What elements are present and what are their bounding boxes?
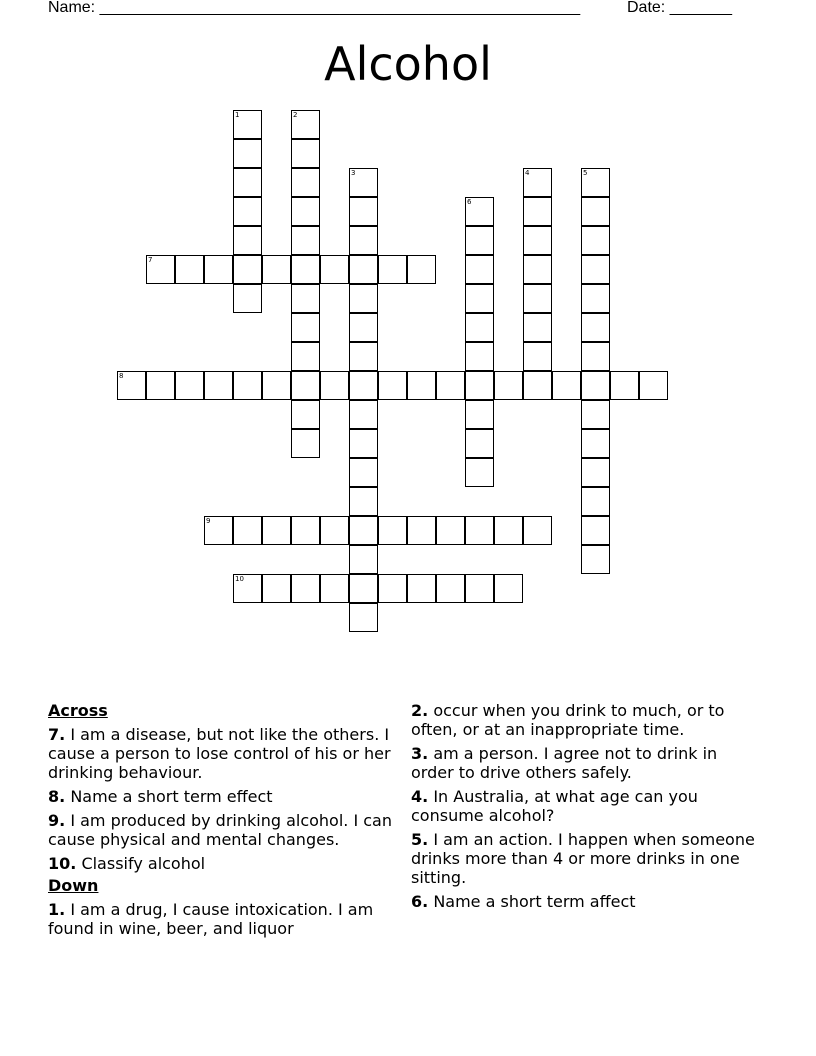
clue-down-5 — [411, 830, 761, 887]
clue-number: 4. — [411, 787, 429, 806]
clue-across-7 — [48, 725, 398, 782]
cell-number: 10 — [235, 575, 244, 583]
grid-cell[interactable] — [581, 371, 610, 400]
grid-cell[interactable] — [523, 197, 552, 226]
grid-cell[interactable] — [349, 516, 378, 545]
grid-cell[interactable] — [233, 139, 262, 168]
across-heading: Across — [48, 701, 108, 720]
grid-cell[interactable] — [291, 110, 320, 139]
grid-cell[interactable] — [523, 516, 552, 545]
clue-number: 6. — [411, 892, 429, 911]
clue-text: occur when you drink to much, or to often, or at an inappropriate time. — [411, 701, 725, 739]
grid-cell[interactable] — [349, 226, 378, 255]
grid-cell[interactable] — [233, 516, 262, 545]
grid-cell[interactable] — [349, 342, 378, 371]
grid-cell[interactable] — [465, 313, 494, 342]
grid-cell[interactable] — [146, 255, 175, 284]
clue-text: In Australia, at what age can you consume alcohol? — [411, 787, 698, 825]
clue-number: 8. — [48, 787, 66, 806]
grid-cell[interactable] — [465, 197, 494, 226]
cell-number: 3 — [351, 169, 356, 177]
grid-cell[interactable] — [262, 255, 291, 284]
grid-cell[interactable] — [349, 458, 378, 487]
grid-cell[interactable] — [291, 400, 320, 429]
grid-cell[interactable] — [204, 371, 233, 400]
grid-cell[interactable] — [233, 255, 262, 284]
cell-number: 9 — [206, 517, 211, 525]
grid-cell[interactable] — [349, 168, 378, 197]
grid-cell[interactable] — [581, 168, 610, 197]
grid-cell[interactable] — [175, 255, 204, 284]
grid-cell[interactable] — [233, 226, 262, 255]
grid-cell[interactable] — [291, 197, 320, 226]
grid-cell[interactable] — [349, 574, 378, 603]
grid-cell[interactable] — [349, 487, 378, 516]
grid-cell[interactable] — [233, 110, 262, 139]
grid-cell[interactable] — [291, 139, 320, 168]
clue-text: Classify alcohol — [81, 854, 206, 873]
grid-cell[interactable] — [117, 371, 146, 400]
clue-down-1 — [48, 900, 398, 938]
grid-cell[interactable] — [407, 371, 436, 400]
grid-cell[interactable] — [581, 400, 610, 429]
clue-text: Name a short term effect — [70, 787, 273, 806]
cell-number: 2 — [293, 111, 298, 119]
clue-across-10 — [48, 854, 398, 873]
grid-cell[interactable] — [349, 400, 378, 429]
clue-number: 9. — [48, 811, 66, 830]
grid-cell[interactable] — [523, 255, 552, 284]
cell-number: 4 — [525, 169, 530, 177]
grid-cell[interactable] — [465, 574, 494, 603]
grid-cell[interactable] — [378, 574, 407, 603]
grid-cell[interactable] — [378, 371, 407, 400]
grid-cell[interactable] — [407, 516, 436, 545]
grid-cell[interactable] — [581, 255, 610, 284]
clue-text: I am a drug, I cause intoxication. I am found in wine, beer, and liquor — [48, 900, 374, 938]
clue-across-9 — [48, 811, 398, 849]
grid-cell[interactable] — [581, 545, 610, 574]
grid-cell[interactable] — [465, 255, 494, 284]
grid-cell[interactable] — [465, 516, 494, 545]
grid-cell[interactable] — [291, 255, 320, 284]
grid-cell[interactable] — [262, 371, 291, 400]
grid-cell[interactable] — [436, 371, 465, 400]
grid-cell[interactable] — [465, 429, 494, 458]
grid-cell[interactable] — [465, 342, 494, 371]
cell-number: 7 — [148, 256, 153, 264]
grid-cell[interactable] — [436, 574, 465, 603]
grid-cell[interactable] — [291, 313, 320, 342]
grid-cell[interactable] — [523, 284, 552, 313]
grid-cell[interactable] — [349, 371, 378, 400]
clue-down-6 — [411, 892, 761, 911]
grid-cell[interactable] — [465, 458, 494, 487]
grid-cell[interactable] — [349, 545, 378, 574]
grid-cell[interactable] — [639, 371, 668, 400]
clues-right-column — [411, 701, 761, 916]
grid-cell[interactable] — [233, 197, 262, 226]
grid-cell[interactable] — [552, 371, 581, 400]
clue-text: I am produced by drinking alcohol. I can cause physical and mental changes. — [48, 811, 392, 849]
grid-cell[interactable] — [291, 226, 320, 255]
clue-text: I am an action. I happen when someone drinks more than 4 or more drinks in one sitting. — [411, 830, 755, 887]
grid-cell[interactable] — [523, 226, 552, 255]
grid-cell[interactable] — [262, 516, 291, 545]
grid-cell[interactable] — [523, 342, 552, 371]
cell-number: 6 — [467, 198, 472, 206]
clue-number: 10. — [48, 854, 77, 873]
grid-cell[interactable] — [291, 342, 320, 371]
cell-number: 8 — [119, 372, 124, 380]
grid-cell[interactable] — [233, 168, 262, 197]
grid-cell[interactable] — [407, 255, 436, 284]
grid-cell[interactable] — [581, 429, 610, 458]
clue-number: 3. — [411, 744, 429, 763]
grid-cell[interactable] — [349, 429, 378, 458]
grid-cell[interactable] — [581, 284, 610, 313]
name-field[interactable]: Name: ______________________________________________________ — [48, 0, 581, 16]
grid-cell[interactable] — [320, 574, 349, 603]
cell-number: 5 — [583, 169, 588, 177]
grid-cell[interactable] — [581, 226, 610, 255]
grid-cell[interactable] — [407, 574, 436, 603]
grid-cell[interactable] — [494, 371, 523, 400]
grid-cell[interactable] — [581, 313, 610, 342]
grid-cell[interactable] — [291, 284, 320, 313]
grid-cell[interactable] — [320, 516, 349, 545]
clue-text: Name a short term affect — [433, 892, 636, 911]
grid-cell[interactable] — [523, 371, 552, 400]
grid-cell[interactable] — [378, 516, 407, 545]
clue-down-2 — [411, 701, 761, 739]
grid-cell[interactable] — [610, 371, 639, 400]
grid-cell[interactable] — [494, 574, 523, 603]
grid-cell[interactable] — [581, 458, 610, 487]
cell-number: 1 — [235, 111, 240, 119]
grid-cell[interactable] — [233, 574, 262, 603]
grid-cell[interactable] — [320, 255, 349, 284]
grid-cell[interactable] — [146, 371, 175, 400]
grid-cell[interactable] — [291, 168, 320, 197]
grid-cell[interactable] — [349, 603, 378, 632]
clue-down-4 — [411, 787, 761, 825]
clue-down-3 — [411, 744, 761, 782]
grid-cell[interactable] — [204, 516, 233, 545]
grid-cell[interactable] — [349, 313, 378, 342]
grid-cell[interactable] — [581, 342, 610, 371]
grid-cell[interactable] — [349, 197, 378, 226]
grid-cell[interactable] — [436, 516, 465, 545]
clue-text: I am a disease, but not like the others. I cause a person to lose control of his or her drinking behaviour. — [48, 725, 391, 782]
grid-cell[interactable] — [204, 255, 233, 284]
grid-cell[interactable] — [581, 197, 610, 226]
grid-cell[interactable] — [233, 284, 262, 313]
grid-cell[interactable] — [494, 516, 523, 545]
grid-cell[interactable] — [465, 371, 494, 400]
grid-cell[interactable] — [523, 168, 552, 197]
grid-cell[interactable] — [378, 255, 407, 284]
grid-cell[interactable] — [523, 313, 552, 342]
grid-cell[interactable] — [320, 371, 349, 400]
clue-text: am a person. I agree not to drink in order to drive others safely. — [411, 744, 718, 782]
grid-cell[interactable] — [175, 371, 204, 400]
grid-cell[interactable] — [349, 284, 378, 313]
clue-number: 7. — [48, 725, 66, 744]
grid-cell[interactable] — [291, 574, 320, 603]
clues-left-column — [48, 701, 398, 943]
clue-number: 2. — [411, 701, 429, 720]
grid-cell[interactable] — [233, 371, 262, 400]
grid-cell[interactable] — [465, 226, 494, 255]
grid-cell[interactable] — [291, 516, 320, 545]
grid-cell[interactable] — [291, 371, 320, 400]
grid-cell[interactable] — [581, 516, 610, 545]
grid-cell[interactable] — [349, 255, 378, 284]
grid-cell[interactable] — [262, 574, 291, 603]
grid-cell[interactable] — [291, 429, 320, 458]
clue-across-8 — [48, 787, 398, 806]
puzzle-title: Alcohol — [324, 37, 492, 91]
grid-cell[interactable] — [465, 284, 494, 313]
down-heading: Down — [48, 876, 99, 895]
clue-number: 1. — [48, 900, 66, 919]
grid-cell[interactable] — [581, 487, 610, 516]
grid-cell[interactable] — [465, 400, 494, 429]
date-field[interactable]: Date: _______ — [627, 0, 732, 16]
clue-number: 5. — [411, 830, 429, 849]
